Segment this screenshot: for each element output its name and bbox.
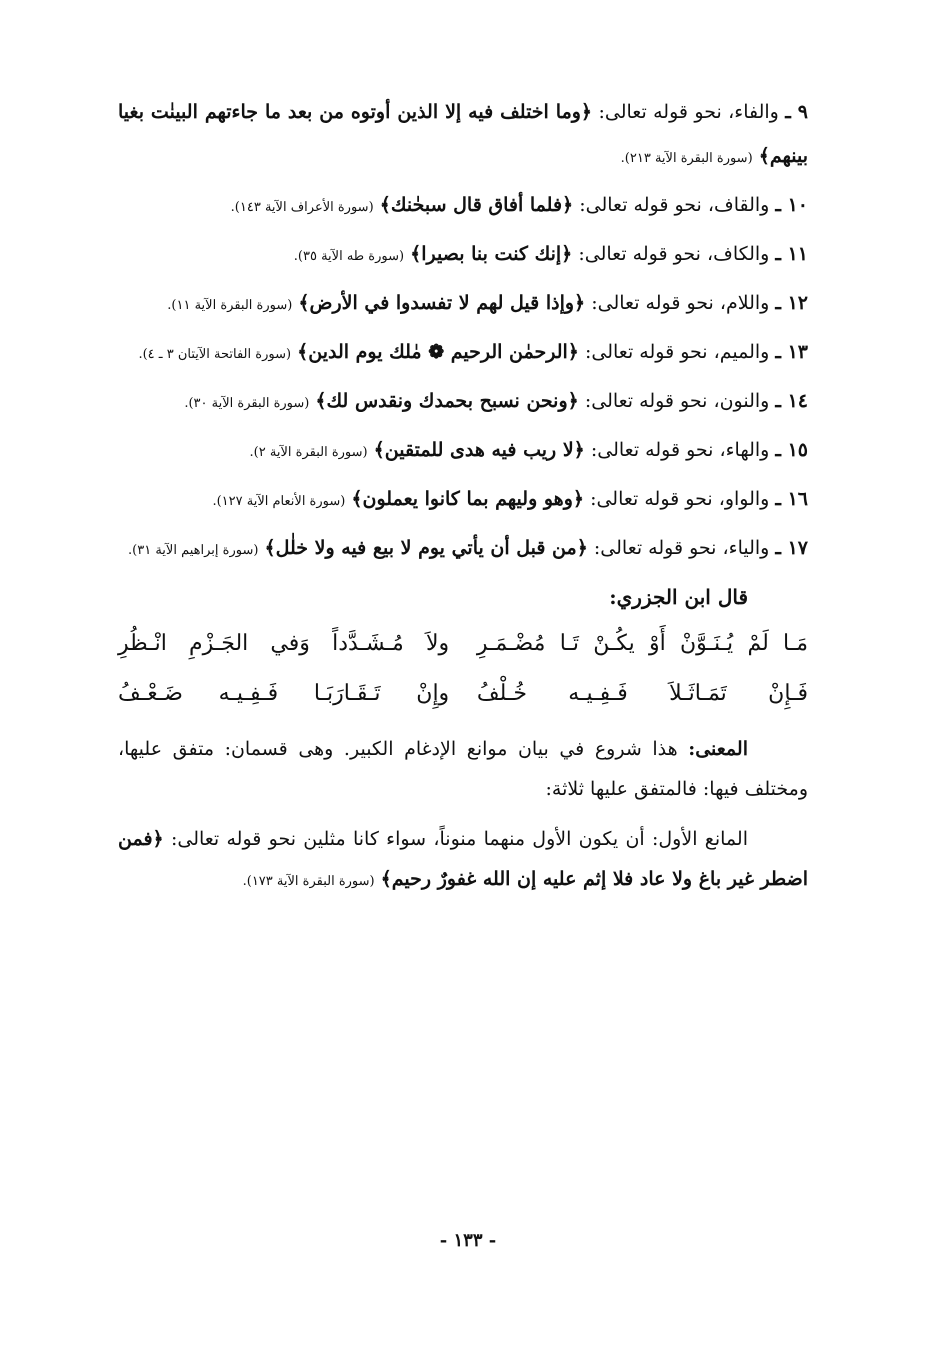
list-item <box>118 330 808 377</box>
obstacle-text: المانع الأول: أن يكون الأول منهما منوناً، سواء كانا مثلين نحو قوله تعالى: <box>170 828 748 850</box>
item-text: والميم، نحو قوله تعالى: <box>584 341 770 363</box>
quran-quote: ﴿فلما أفاق قال سبحٰنك﴾ <box>379 194 574 216</box>
item-text: والكاف، نحو قوله تعالى: <box>578 243 770 265</box>
item-text: والنون، نحو قوله تعالى: <box>584 390 770 412</box>
quote-source: (سورة البقرة الآية ١٧٣). <box>242 874 375 889</box>
verse-first-hemistich: مَـا لَمْ يُـنَـوَّنْ أَوْ يكُـنْ تَـا مُضْـمَـرِ <box>476 631 808 656</box>
page-number: - ١٣٣ - <box>439 1230 497 1251</box>
item-number: ٩ ـ <box>785 101 808 123</box>
verse-second-hemistich: ولاَ مُـشَـدَّداً وَفي الجَـزْمِ انْـظُرِ <box>118 631 450 656</box>
quote-source: (سورة البقرة الآية ٢). <box>249 445 368 460</box>
verse-second-hemistich: وإِنْ تَـقَـارَبَـا فَـفِـيـه ضَـعْـفُ <box>118 681 450 706</box>
list-item <box>118 232 808 279</box>
quote-source: (سورة البقرة الآية ٢١٣). <box>620 151 753 166</box>
quote-source: (سورة الأنعام الآية ١٢٧). <box>212 494 346 509</box>
item-number: ١٥ ـ <box>775 439 808 461</box>
item-text: والواو، نحو قوله تعالى: <box>590 488 770 510</box>
poem-verse <box>118 619 808 669</box>
item-number: ١٦ ـ <box>775 488 808 510</box>
list-item <box>118 281 808 328</box>
quran-quote: ﴿ونحن نسبح بحمدك ونقدس لك﴾ <box>315 390 579 412</box>
meaning-text: هذا شروع في بيان موانع الإدغام الكبير. وهى قسمان: متفق عليها، ومختلف فيها: فالمتفق عليها ثلاثة: <box>118 738 808 800</box>
item-text: والقاف، نحو قوله تعالى: <box>579 194 770 216</box>
quote-source: (سورة الأعراف الآية ١٤٣). <box>230 200 374 215</box>
quran-quote: ﴿وإذا قيل لهم لا تفسدوا في الأرض﴾ <box>298 292 586 314</box>
item-text: واللام، نحو قوله تعالى: <box>591 292 770 314</box>
list-item <box>118 183 808 230</box>
quran-quote: ﴿إنك كنت بنا بصيرا﴾ <box>410 243 573 265</box>
item-number: ١٧ ـ <box>775 537 808 559</box>
quote-source: (سورة طه الآية ٣٥). <box>293 249 405 264</box>
meaning-paragraph <box>118 729 808 809</box>
item-number: ١٤ ـ <box>775 390 808 412</box>
quote-source: (سورة البقرة الآية ٣٠). <box>184 396 310 411</box>
quran-quote: ﴿وهو وليهم بما كانوا يعملون﴾ <box>351 488 585 510</box>
quote-source: (سورة البقرة الآية ١١). <box>167 298 293 313</box>
poem-verse <box>118 669 808 719</box>
quran-quote: ﴿وما اختلف فيه إلا الذين أوتوه من بعد ما جاءتهم البينٰت بغيا بينهم﴾ <box>118 101 808 167</box>
list-item <box>118 428 808 475</box>
item-number: ١٢ ـ <box>775 292 808 314</box>
quote-source: (سورة إبراهيم الآية ٣١). <box>128 543 259 558</box>
item-text: والفاء، نحو قوله تعالى: <box>598 101 779 123</box>
quran-quote: ﴿الرحمٰن الرحيم ❁ مٰلك يوم الدين﴾ <box>297 341 579 363</box>
item-number: ١٠ ـ <box>775 194 808 216</box>
quran-quote: ﴿لا ريب فيه هدى للمتقين﴾ <box>373 439 585 461</box>
list-item <box>118 526 808 573</box>
list-item <box>118 379 808 426</box>
item-text: والياء، نحو قوله تعالى: <box>593 537 770 559</box>
quran-quote: ﴿فمن اضطر غير باغ ولا عاد فلا إثم عليه إن الله غفورٌ رحيم﴾ <box>118 828 808 890</box>
item-number: ١٣ ـ <box>775 341 808 363</box>
meaning-label: المعنى: <box>688 738 748 760</box>
quote-source: (سورة الفاتحة الآيتان ٣ ـ ٤). <box>138 347 292 362</box>
examples-list <box>118 90 808 573</box>
quran-quote: ﴿من قبل أن يأتي يوم لا بيع فيه ولا خلٰل﴾ <box>264 537 588 559</box>
list-item <box>118 90 808 181</box>
obstacle-paragraph <box>118 819 808 902</box>
list-item <box>118 477 808 524</box>
verse-first-hemistich: فَـإِنْ تَمَـاثَـلاَ فَـفِـيـه خُـلْفُ <box>476 681 808 706</box>
item-number: ١١ ـ <box>775 243 808 265</box>
item-text: والهاء، نحو قوله تعالى: <box>590 439 770 461</box>
section-heading: قال ابن الجزري: <box>609 585 748 609</box>
